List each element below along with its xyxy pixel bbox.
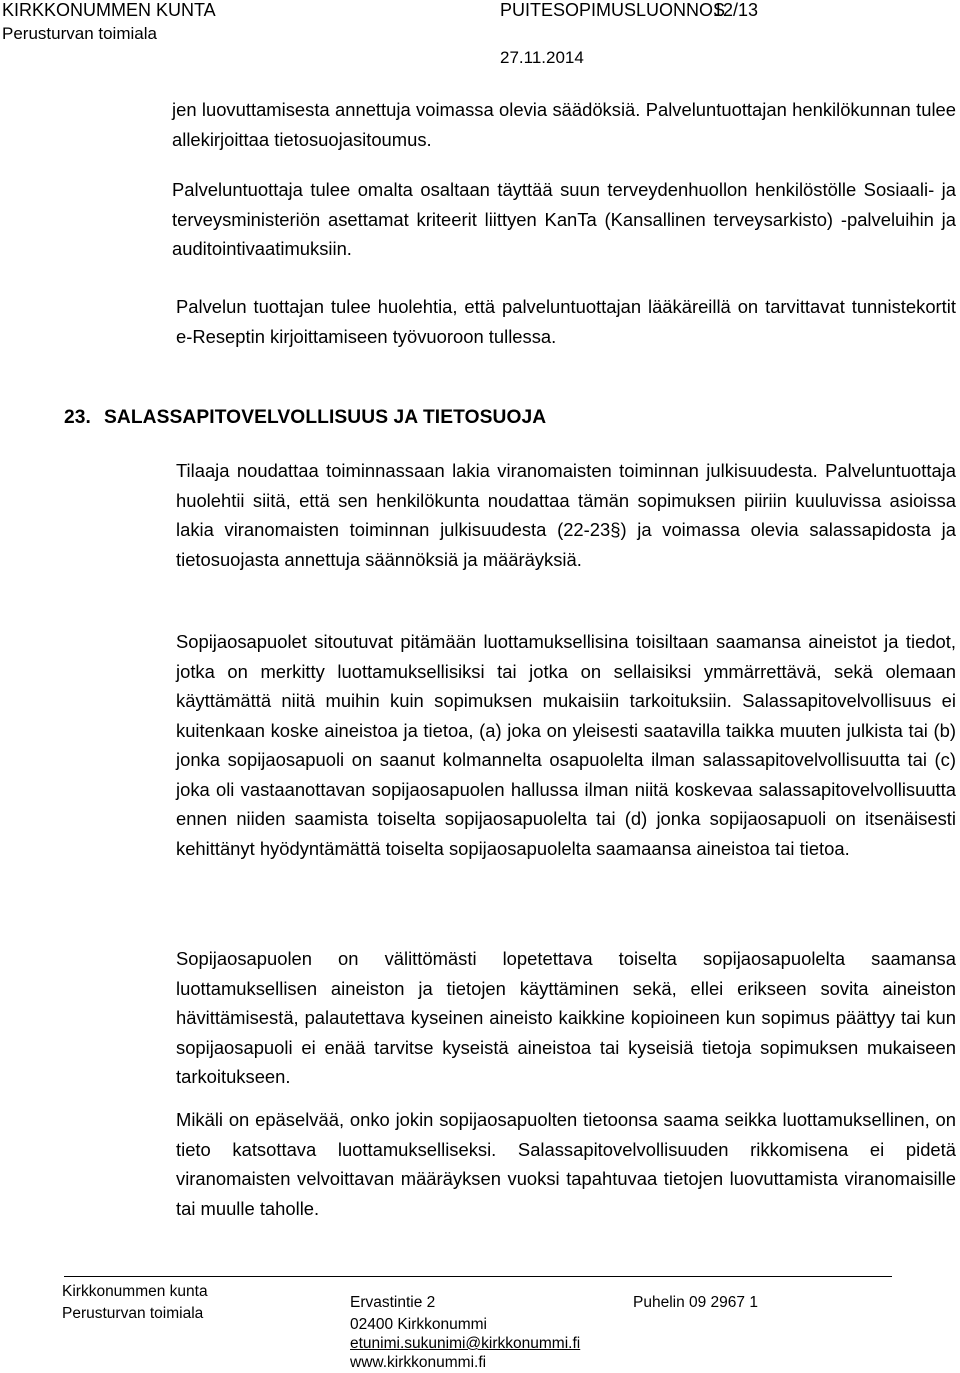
header-org: KIRKKONUMMEN KUNTA xyxy=(2,0,216,20)
section-number: 23. xyxy=(64,407,91,428)
paragraph-data-protection-commitment: jen luovuttamisesta annettuja voimassa olevia säädöksiä. Palveluntuottajan henkilökunnan tulee allekirjoittaa tietosuojasitoumus. xyxy=(172,99,956,150)
footer-street: Ervastintie 2 xyxy=(350,1294,436,1311)
paragraph-confidentiality-obligation: Sopijaosapuolet sitoutuvat pitämään luottamuksellisina toisiltaan saamansa aineistot ja tiedot, jotka on merkitty luottamuksellisiksi tai jotka on sellaisiksi ymmärrettävä, sekä olemaan käyttämättä niitä muihin kuin sopimuksen mukaisiin tarkoituksiin. Salassapitovelvollisuus ei kuitenkaan koske aineistoa ja tietoa, (a) joka on yleisesti saatavilla taikka muuten julkista tai (b) jonka sopijaosapuoli on saanut kolmannelta osapuolelta ilman salassapitovelvollisuutta tai (c) joka oli vastaanottavan sopijaosapuolen hallussa ilman niitä koskevaa salassapitovelvollisuutta ennen niiden saamista toiselta sopijaosapuolelta tai (d) jonka sopijaosapuoli on itsenäisesti kehittänyt hyödyntämättä toiselta sopijaosapuolelta saamaansa aineistoa tai tietoa. xyxy=(176,631,956,859)
paragraph-unclear-confidentiality: Mikäli on epäselvää, onko jokin sopijaosapuolten tietoonsa saama seikka luottamuksellinen, on tieto katsottava luottamukselliseksi. Salassapitovelvollisuuden rikkomisena ei pidetä viranomaisten velvoittavan määräyksen vuoksi tapahtuvaa tietojen luovuttamista viranomaisille tai muulle taholle. xyxy=(176,1109,956,1219)
footer-org: Kirkkonummen kunta xyxy=(62,1283,208,1300)
paragraph-publicity-law: Tilaaja noudattaa toiminnassaan lakia viranomaisten toiminnan julkisuudesta. Palveluntuottaja huolehtii siitä, että sen henkilökunta noudattaa tämän sopimuksen piiriin kuuluvissa asioissa lakia viranomaisten toiminnan julkisuudesta (22-23§) ja voimassa olevia salassapidosta ja tietosuojasta annettuja säännöksiä ja määräyksiä. xyxy=(176,460,956,570)
paragraph-return-of-material: Sopijaosapuolen on välittömästi lopetettava toiselta sopijaosapuolelta saamansa luottamuksellisen aineiston ja tietojen käyttäminen sekä, ellei erikseen sovita aineiston hävittämisestä, palautettava kyseinen aineisto kaikkine kopioineen kun sopimus päättyy tai kun sopijaosapuoli ei enää tarvitse kyseistä aineistoa tai kyseisiä tietoja sopimuksen mukaiseen tarkoitukseen. xyxy=(176,948,956,1087)
section-title: SALASSAPITOVELVOLLISUUS JA TIETOSUOJA xyxy=(104,407,547,428)
footer-web-link[interactable]: www.kirkkonummi.fi xyxy=(350,1354,487,1371)
footer-department: Perusturvan toimiala xyxy=(62,1305,204,1322)
footer-phone: Puhelin 09 2967 1 xyxy=(633,1294,758,1311)
section-heading xyxy=(64,404,546,432)
header-doc-type: PUITESOPIMUSLUONNOS xyxy=(500,0,726,20)
paragraph-kanta-requirements: Palveluntuottaja tulee omalta osaltaan täyttää suun terveydenhuollon henkilöstölle Sosiaali- ja terveysministeriön asettamat kriteerit liittyen KanTa (Kansallinen terveysarkisto) -palveluihin ja auditointivaatimuksiin. xyxy=(172,179,956,259)
footer-divider xyxy=(64,1276,892,1277)
header-department: Perusturvan toimiala xyxy=(2,24,157,43)
footer-email-link[interactable]: etunimi.sukunimi@kirkkonummi.fi xyxy=(350,1335,581,1352)
paragraph-e-prescription-cards: Palvelun tuottajan tulee huolehtia, että palveluntuottajan lääkäreillä on tarvittavat tunnistekortit e-Reseptin kirjoittamiseen työvuoroon tullessa. xyxy=(176,296,956,347)
footer-postal: 02400 Kirkkonummi xyxy=(350,1316,487,1333)
header-page-number: 12/13 xyxy=(713,0,759,20)
header-date: 27.11.2014 xyxy=(500,48,584,67)
